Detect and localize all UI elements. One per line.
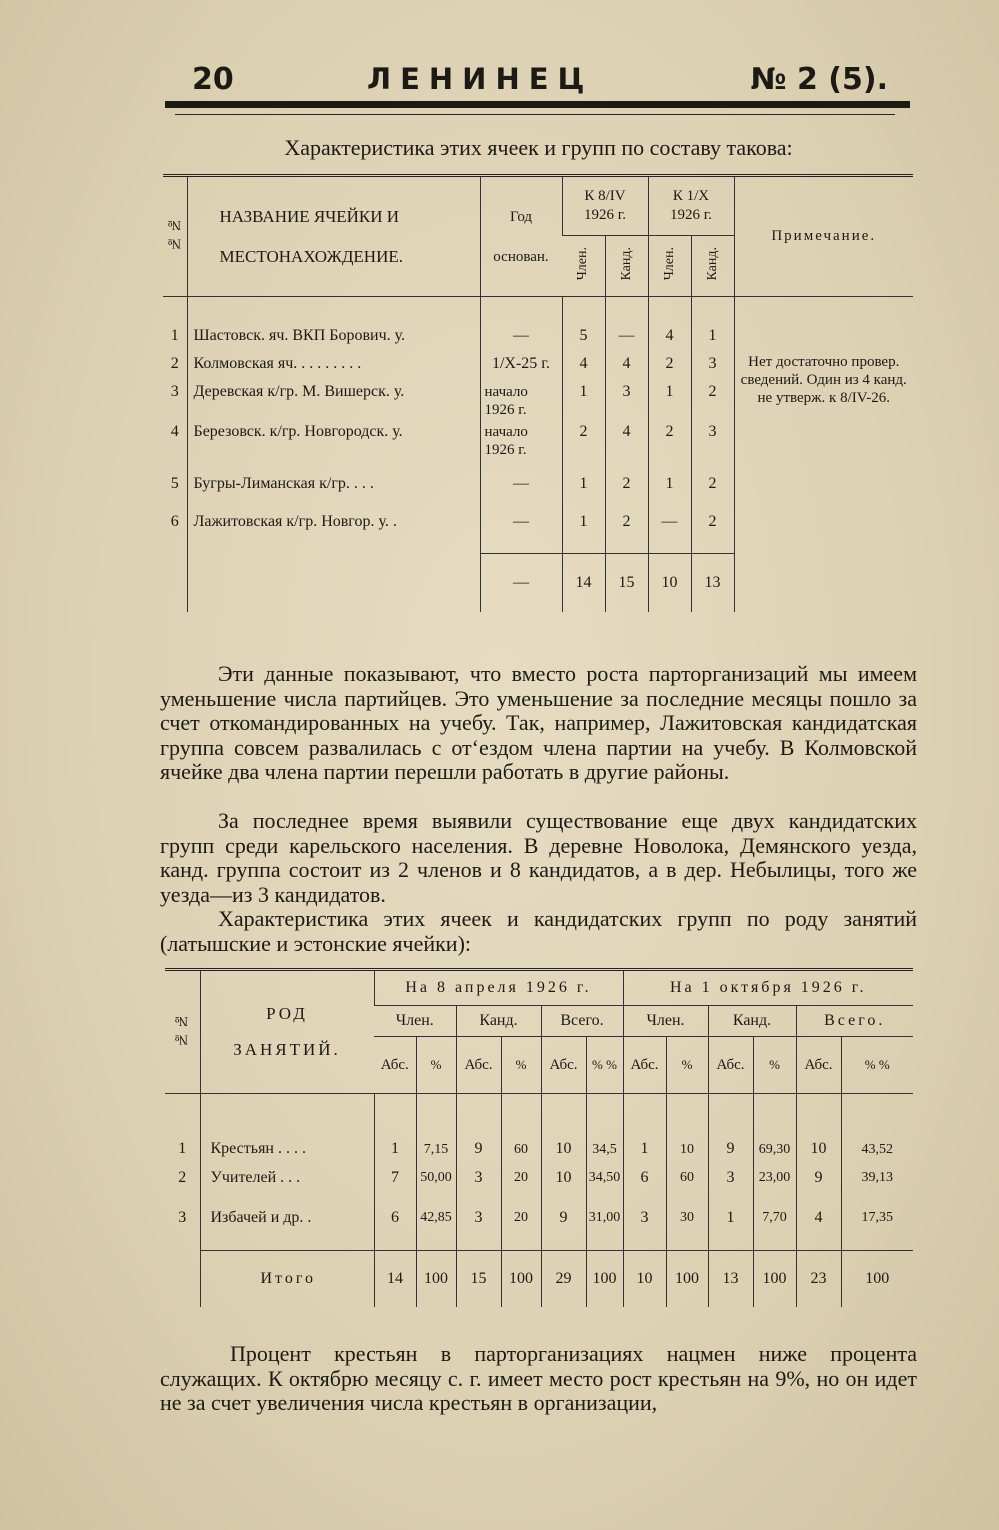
table-row: 4 Березовск. к/гр. Новгородск. у. начало 1926 г. 2 4 2 3 bbox=[163, 423, 913, 463]
issue-number: № 2 (5). bbox=[750, 62, 888, 97]
t2-apr-header: На 8 апреля 1926 г. bbox=[374, 970, 623, 1006]
col-year-header: Год основан. bbox=[480, 176, 562, 297]
col-note-header: Примечание. bbox=[734, 176, 913, 297]
paragraph-4: Процент крестьян в парторганизациях нацмен ниже процента служащих. К октябрю месяцу с. г. имеет место рост крестьян на 9%, но он идет не за счет увеличения числа крестьян в организации, bbox=[160, 1341, 917, 1415]
table1-caption: Характеристика этих ячеек и групп по составу такова: bbox=[284, 135, 793, 160]
page-header bbox=[165, 62, 910, 102]
sub-members-sep: Член. bbox=[648, 236, 691, 297]
occupation-table: № № РОД ЗАНЯТИЙ. На 8 апреля 1926 г. На 1 октября 1926 г. Член. Канд. Всего. Член. Канд. Всего. Абс. % Абс. % Абс. % % Абс. % Абс. % Абс. % % 1 Крестьян . . . . 1 7,15 9 60 10 34,5 1 10 9 69,30 10 43,52 2 Учителей . . . 7 50,00 3 20 10 34,50 6 60 3 23,00 9 39,13 3 Избачей и др. . 6 42,85 3 20 9 31,00 3 30 1 7,70 4 17,35 Итого 14 100 15 100 29 100 10 100 13 100 23 100 bbox=[165, 968, 913, 1307]
totals-row: — 14 15 10 13 bbox=[163, 553, 913, 612]
col-name-header: НАЗВАНИЕ ЯЧЕЙКИ И МЕСТОНАХОЖДЕНИЕ. bbox=[187, 176, 480, 297]
totals-row: Итого 14 100 15 100 29 100 10 100 13 100 23 100 bbox=[165, 1251, 913, 1308]
t2-oct-header: На 1 октября 1926 г. bbox=[623, 970, 913, 1006]
t2-mem-oct: Член. bbox=[623, 1006, 708, 1037]
col-apr-header: К 8/IV 1926 г. bbox=[562, 176, 648, 236]
header-rule bbox=[165, 101, 910, 108]
table-row: 6 Лажитовская к/гр. Новгор. у. . — 1 2 — 2 bbox=[163, 505, 913, 553]
table-row: 2 Учителей . . . 7 50,00 3 20 10 34,50 6 60 3 23,00 9 39,13 bbox=[165, 1158, 913, 1198]
paragraph-3: Характеристика этих ячеек и кандидатских групп по роду занятий (латышские и эстонские ячейки): bbox=[160, 906, 917, 956]
t2-cand-oct: Канд. bbox=[708, 1006, 796, 1037]
t2-col-occupation-header: РОД ЗАНЯТИЙ. bbox=[200, 970, 374, 1094]
table-row: 5 Бугры-Лиманская к/гр. . . . — 1 2 1 2 bbox=[163, 463, 913, 505]
table-row: 1 Крестьян . . . . 1 7,15 9 60 10 34,5 1 10 9 69,30 10 43,52 bbox=[165, 1094, 913, 1159]
newspaper-title: ЛЕНИНЕЦ bbox=[367, 62, 594, 96]
t2-total-apr: Всего. bbox=[541, 1006, 623, 1037]
note-cell: Нет достаточно провер. сведений. Один из 4 канд. не утверж. к 8/IV-26. bbox=[734, 297, 913, 554]
table-row: 3 Избачей и др. . 6 42,85 3 20 9 31,00 3 30 1 7,70 4 17,35 bbox=[165, 1198, 913, 1238]
sub-cand-sep: Канд. bbox=[691, 236, 734, 297]
t2-mem-apr: Член. bbox=[374, 1006, 456, 1037]
sub-members-apr: Член. bbox=[562, 236, 605, 297]
composition-table bbox=[163, 174, 913, 612]
sub-cand-apr: Канд. bbox=[605, 236, 648, 297]
col-sep-header: К 1/X 1926 г. bbox=[648, 176, 734, 236]
paragraph-2: За последнее время выявили существование еще двух кандидатских групп среди карельского населения. В деревне Новолока, Демянского уезда, канд. группа состоит из 2 членов и 8 кандидатов, а в дер. Небылицы, того же уезда—из 3 кандидатов. bbox=[160, 808, 917, 907]
t2-col-number-header: № № bbox=[165, 970, 200, 1094]
page-number: 20 bbox=[192, 62, 234, 97]
table-row: 3 Деревская к/гр. М. Вишерск. у. начало 1926 г. 1 3 1 2 bbox=[163, 383, 913, 423]
t2-cand-apr: Канд. bbox=[456, 1006, 541, 1037]
t2-total-oct: Всего. bbox=[796, 1006, 913, 1037]
table-row: 2 Колмовская яч. . . . . . . . . 1/X-25 г. 4 4 2 3 bbox=[163, 345, 913, 383]
header-thin-rule bbox=[175, 114, 895, 115]
table-row: 1 Шастовск. яч. ВКП Борович. у. — 5 — 4 1 Нет достаточно провер. сведений. Один из 4 канд. не утверж. к 8/IV-26. bbox=[163, 297, 913, 346]
col-number-header: № № bbox=[163, 176, 187, 297]
paragraph-1: Эти данные показывают, что вместо роста парторганизаций мы имеем уменьшение числа партийцев. Это уменьшение за последние месяцы пошло за счет откомандированных на учебу. Так, например, Лажитовская кандидатская группа совсем развалилась с от‘ездом члена партии на учебу. В Колмовской ячейке два члена партии перешли работать в другие районы. bbox=[160, 661, 917, 784]
